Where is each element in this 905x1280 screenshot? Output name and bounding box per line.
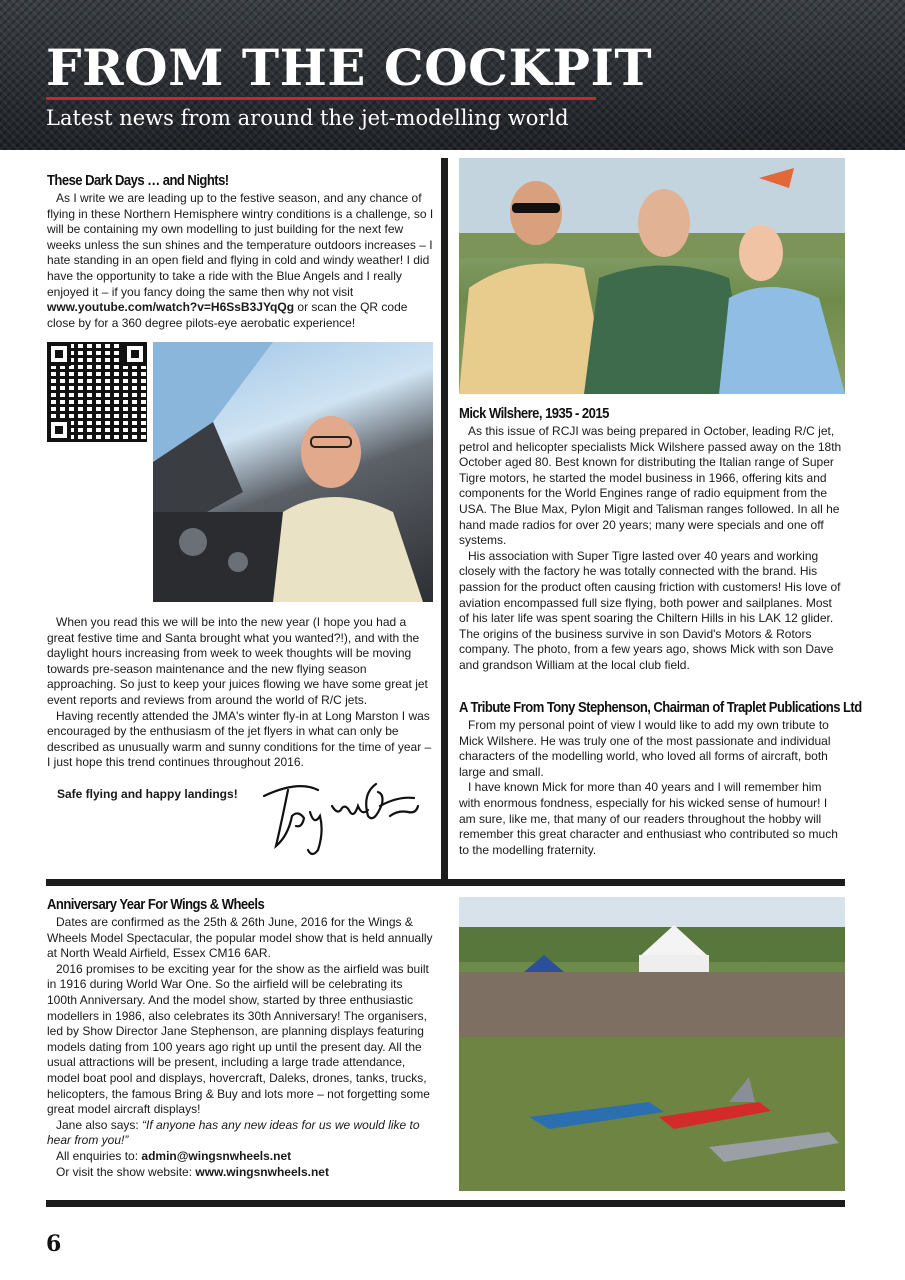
- section-divider: [46, 879, 845, 886]
- wings-body: [47, 915, 435, 1180]
- website-link[interactable]: www.wingsnwheels.net: [195, 1164, 329, 1179]
- tribute-p1: From my personal point of view I would like to add my own tribute to Mick Wilshere. He was truly one of the most passionate and individual characters of the modelling world, who loved all forms of aircraft, both large and small.: [459, 718, 831, 779]
- wings-p1: Dates are confirmed as the 25th & 26th June, 2016 for the Wings & Wheels Model Spectacular, the popular model show that is held annually at North Weald Airfield, Essex CM16 6AR.: [47, 915, 433, 961]
- mick-p1: As this issue of RCJI was being prepared in October, leading R/C jet, petrol and helicopter specialists Mick Wilshere passed away on the 18th October aged 80. Best known for distributing the Italian range of Super Tigre motors, he started the model business in 1966, offering kits and components for the World Engines range of radio equipment from the USA. The Blue Max, Pylon Migit and Talisman ranges followed. In all he hand made radios for over 20 years; many were specials and one off systems.: [459, 424, 842, 548]
- qr-finder-icon: [47, 342, 71, 366]
- column-divider: [441, 158, 448, 880]
- wings-p5-prefix: Or visit the show website:: [56, 1164, 196, 1179]
- tribute-p2: I have known Mick for more than 40 years and I will remember him with enormous fondness, especially for his wicked sense of humour! I am sure, like me, that many of our readers throughout the hobby will remember this great character and enthusiast who contributed so much to the modelling fraternity.: [459, 780, 838, 857]
- youtube-link[interactable]: www.youtube.com/watch?v=H6SsB3JYqQg: [47, 300, 295, 315]
- dark-days-intro: [47, 191, 435, 331]
- wings-p4-prefix: All enquiries to:: [56, 1148, 142, 1163]
- model-show-photo: [459, 897, 845, 1191]
- qr-finder-icon: [123, 342, 147, 366]
- cockpit-photo-art: [153, 342, 433, 602]
- page-number: 6: [46, 1231, 62, 1257]
- title-underline: [46, 97, 596, 100]
- mick-p2: His association with Super Tigre lasted over 40 years and working closely with the factory he was totally connected with the brand. His passion for the product often causing friction with customers! His love of aviation encompassed full size flying, both power and sailplanes. Most of his later life was spent soaring the Chiltern Hills in his LAK 12 glider. The origins of the business survive in son David's Motors & Rotors company. The photo, from a few years ago, shows Mick with son Dave and grandson William at the local club field.: [459, 548, 841, 672]
- wings-p3-prefix: Jane also says:: [56, 1117, 143, 1132]
- wings-heading: Anniversary Year For Wings & Wheels: [47, 897, 265, 913]
- mick-wilshere-photo: [459, 158, 845, 394]
- wings-quote: “If anyone has any new ideas for us we would like to hear from you!”: [47, 1117, 420, 1148]
- signoff: Safe flying and happy landings!: [57, 787, 238, 801]
- cockpit-photo: [153, 342, 433, 602]
- tribute-heading: A Tribute From Tony Stephenson, Chairman of Traplet Publications Ltd: [459, 700, 862, 716]
- dark-days-body: [47, 615, 435, 771]
- mick-wilshere-photo-art: [459, 158, 845, 394]
- page-title: FROM THE COCKPIT: [46, 38, 653, 97]
- mick-heading: Mick Wilshere, 1935 - 2015: [459, 406, 609, 422]
- tribute-body: [459, 718, 845, 858]
- mick-body: [459, 424, 845, 674]
- footer-divider: [46, 1200, 845, 1207]
- dark-days-p1-text: As I write we are leading up to the festive season, and any chance of flying in these Northern Hemisphere wintry conditions is a challenge, so I will be containing my own modelling to just building for the next few weeks unless the sun shines and the temperature outdoors increases – I hate standing in an open field and flying in cold and windy weather! I did have the opportunity to take a ride with the Blue Angels and I really enjoyed it – if you fancy doing the same then why not visit: [47, 191, 434, 299]
- signature: [258, 776, 422, 860]
- qr-finder-icon: [47, 418, 71, 442]
- qr-code[interactable]: [47, 342, 147, 442]
- dark-days-p2: When you read this we will be into the new year (I hope you had a great festive time and Santa brought what you wanted?!), and with the daylight hours increasing from week to week thoughts will be moving towards pre-season maintenance and the new flying season approaching. So just to keep your juices flowing we have some great jet event reports and reviews from around the world of R/C jets.: [47, 615, 428, 707]
- dark-days-p3: Having recently attended the JMA's winter fly-in at Long Marston I was encouraged by the enthusiasm of the jet flyers in what can only be described as unusually warm and sunny conditions for the time of year – I just hope this trend continues throughout 2016.: [47, 708, 432, 770]
- dark-days-p1-end: or scan the QR code close by for a 360 degree pilots-eye aerobatic experience!: [47, 300, 408, 330]
- dark-days-heading: These Dark Days … and Nights!: [47, 173, 229, 189]
- page-subtitle: Latest news from around the jet-modelling world: [46, 106, 569, 130]
- email-link[interactable]: admin@wingsnwheels.net: [141, 1148, 292, 1163]
- header-banner: [0, 0, 905, 150]
- model-show-photo-art: [459, 897, 845, 1191]
- wings-p2: 2016 promises to be exciting year for the show as the airfield was built in 1916 during World War One. So the airfield will be celebrating its 100th Anniversary. And the model show, started by three enthusiastic modellers in 1986, also celebrates its 30th Anniversary! The organisers, led by Show Director Jane Stephenson, are planning displays featuring models dating from 100 years ago right up until the present day. All the usual attractions will be present, including a large trade attendance, model boat pool and displays, hovercraft, Daleks, drones, tanks, trucks, helicopters, the famous Bring & Buy and lots more – not forgetting some great model aircraft displays!: [47, 961, 430, 1117]
